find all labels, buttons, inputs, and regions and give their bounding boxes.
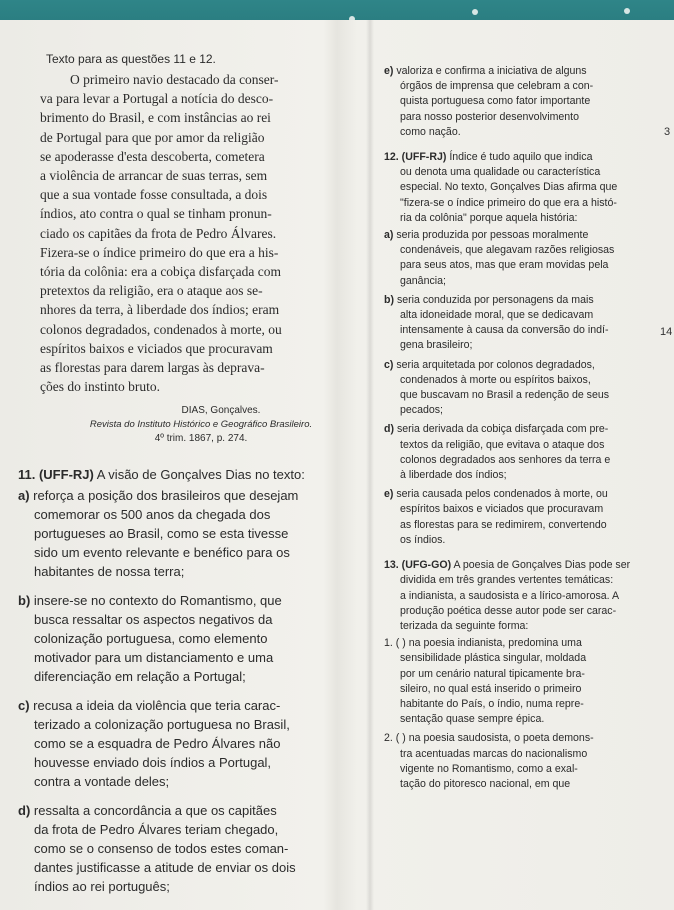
item-text: na poesia saudosista, o poeta demons- — [405, 732, 594, 745]
q12-option-b[interactable] — [384, 293, 660, 354]
option-text: sido um evento relevante e benéfico para os — [34, 545, 290, 560]
option-text: os índios. — [400, 533, 446, 546]
q11-option-d[interactable] — [18, 801, 362, 896]
passage-line: espíritos baixos e viciados que procuravam — [40, 340, 273, 356]
option-text: recusa a ideia da violência que teria carac- — [29, 698, 281, 713]
option-letter: c) — [18, 698, 30, 713]
option-text: textos da religião, que evitava o ataque dos — [400, 438, 605, 451]
passage-line: va para levar a Portugal a notícia do desco- — [40, 91, 274, 107]
question-12 — [384, 150, 660, 548]
option-letter: e) — [384, 65, 394, 77]
q11-stem — [18, 465, 362, 484]
option-text: valoriza e confirma a iniciativa de alguns — [393, 65, 587, 77]
option-text: quista portuguesa como fator importante — [400, 95, 591, 108]
q13-item-1[interactable] — [384, 636, 660, 727]
passage-line: tória da colônia: era a cobiça disfarçada com — [40, 264, 281, 280]
option-text: à liberdade dos índios; — [400, 469, 507, 482]
option-text: busca ressaltar os aspectos negativos da — [34, 612, 273, 627]
q13-item-2[interactable] — [384, 731, 660, 792]
q11-option-a[interactable] — [18, 486, 362, 581]
item-text: habitante do País, o índio, numa repre- — [400, 697, 584, 710]
option-text: que buscavam no Brasil a redenção de seus — [400, 389, 610, 402]
q12-option-a[interactable] — [384, 228, 660, 289]
item-text: sentação quase sempre épica. — [400, 713, 545, 726]
option-text: motivador para um distanciamento e uma — [34, 650, 274, 665]
option-letter: e) — [384, 488, 394, 501]
question-11 — [18, 465, 362, 896]
passage-line: nhores da terra, à liberdade dos índios; eram — [40, 302, 280, 318]
book-page — [0, 20, 674, 910]
option-text: terizado a colonização portuguesa no Brasil, — [34, 717, 290, 732]
option-text: seria conduzida por personagens da mais — [394, 293, 594, 306]
option-text: insere-se no contexto do Romantismo, que — [30, 593, 282, 608]
option-text: ressalta a concordância a que os capitães — [30, 803, 277, 818]
left-column — [46, 50, 362, 69]
passage-line: a violência de arrancar de suas terras, sem — [40, 168, 268, 184]
q13-stem-text: A poesia de Gonçalves Dias pode ser — [451, 559, 631, 572]
option-text: portugueses ao Brasil, como se esta tivesse — [34, 526, 289, 541]
edge-mark: 3 — [664, 126, 671, 138]
option-text: seria produzida por pessoas moralmente — [393, 229, 589, 242]
passage-line: ções do instinto bruto. — [40, 379, 160, 395]
decor-dot — [624, 8, 630, 14]
q11-option-e[interactable] — [384, 64, 660, 140]
passage-line: colonos degradados, condenados à morte, ou — [40, 321, 282, 337]
option-text: seria derivada da cobiça disfarçada com pre- — [394, 423, 609, 436]
option-text: colonos degradados aos senhores da terra e — [400, 453, 611, 466]
item-text: por um cenário natural tipicamente bra- — [400, 667, 585, 680]
passage-line: pretextos da religião, era o ataque aos se- — [40, 283, 263, 299]
option-text: houvesse enviado dois índios a Portugal, — [34, 755, 272, 770]
option-text: gena brasileiro; — [400, 339, 473, 352]
option-letter: b) — [18, 593, 31, 608]
q11-head: 11. (UFF-RJ) — [18, 467, 94, 482]
passage — [40, 70, 362, 446]
option-text: colonização portuguesa, como elemento — [34, 631, 268, 646]
passage-line: que a sua vontade fosse consultada, a dois — [40, 187, 268, 203]
option-text: condenados à morte ou espíritos baixos, — [400, 373, 591, 386]
option-text: intensamente à causa da conversão do indí- — [400, 324, 609, 337]
q13-head: 13. (UFG-GO) — [384, 559, 452, 572]
item-text: sileiro, no qual está inserido o primeiro — [400, 682, 582, 695]
q13-stem-text: produção poética desse autor pode ser carac- — [400, 604, 617, 617]
option-text: dantes justificasse a atitude de enviar os dois — [34, 860, 296, 875]
option-text: espíritos baixos e viciados que procuravam — [400, 503, 604, 516]
passage-source — [40, 404, 362, 446]
page-gutter — [366, 20, 374, 910]
q12-stem-text: "fizera-se o índice primeiro do que era a histó- — [400, 196, 617, 209]
q12-stem-text: especial. No texto, Gonçalves Dias afirma que — [400, 181, 618, 194]
option-text: diferenciação em relação a Portugal; — [34, 669, 246, 684]
item-text: tação do pitoresco nacional, em que — [400, 777, 571, 790]
passage-line: ciado os capitães da frota de Pedro Álvares. — [40, 225, 277, 241]
option-text: órgãos de imprensa que celebram a con- — [400, 80, 594, 93]
source-date: 4º trim. 1867, p. 274. — [154, 433, 248, 445]
passage-line: de Portugal para que por amor da religião — [40, 129, 265, 145]
q12-option-e[interactable] — [384, 487, 660, 548]
q12-head: 12. (UFF-RJ) — [384, 151, 447, 164]
option-text: como se o consenso de todos estes coman- — [34, 841, 289, 856]
passage-line: índios, ato contra o qual se tinham pronun- — [40, 206, 272, 222]
passage-line: brimento do Brasil, e com instâncias ao rei — [40, 110, 271, 126]
item-number-checkbox[interactable]: 1. ( ) — [384, 637, 406, 650]
option-text: ganância; — [400, 274, 446, 287]
option-text: as florestas para se redimirem, convertendo — [400, 518, 607, 531]
option-letter: d) — [18, 803, 31, 818]
option-text: seria arquitetada por colonos degradados, — [393, 358, 595, 371]
option-text: pecados; — [400, 404, 443, 417]
item-text: sensibilidade plástica singular, moldada — [400, 652, 587, 665]
passage-line: Fizera-se o índice primeiro do que era a his- — [40, 244, 279, 260]
option-text: habitantes de nossa terra; — [34, 564, 185, 579]
option-text: alta idoneidade moral, que se dedicavam — [400, 309, 594, 322]
option-text: contra a vontade deles; — [34, 774, 170, 789]
item-text: na poesia indianista, predomina uma — [405, 637, 582, 650]
q12-stem-text: Índice é tudo aquilo que indica — [446, 151, 593, 164]
item-number-checkbox[interactable]: 2. ( ) — [384, 732, 406, 745]
source-author: DIAS, Gonçalves. — [181, 405, 261, 417]
passage-line: as florestas para darem largas às deprava- — [40, 360, 265, 376]
right-column — [384, 64, 660, 792]
q12-option-d[interactable] — [384, 422, 660, 483]
q11-option-b[interactable] — [18, 591, 362, 686]
q11-stem-text: A visão de Gonçalves Dias no texto: — [93, 467, 305, 482]
option-text: reforça a posição dos brasileiros que desejam — [29, 488, 299, 503]
edge-mark: 14 — [660, 326, 673, 338]
option-letter: b) — [384, 293, 394, 306]
q12-stem-text: ou denota uma qualidade ou característica — [400, 166, 601, 179]
q13-stem-text: terizada da seguinte forma: — [400, 619, 529, 632]
source-journal: Revista do Instituto Histórico e Geográfico Brasileiro. — [89, 419, 313, 431]
option-text: para seus atos, mas que eram movidas pela — [400, 259, 609, 272]
item-text: tra acentuadas marcas do nacionalismo — [400, 747, 588, 760]
q12-stem-text: ria da colônia" porque aquela história: — [400, 211, 578, 224]
section-intro: Texto para as questões 11 e 12. — [46, 52, 216, 66]
item-text: vigente no Romantismo, como a exal- — [400, 762, 578, 775]
option-letter: a) — [18, 488, 30, 503]
q13-stem-text: a indianista, a saudosista e a lírico-amorosa. A — [400, 589, 620, 602]
passage-line: O primeiro navio destacado da conser- — [70, 72, 279, 87]
option-text: índios ao rei português; — [34, 879, 170, 894]
option-text: como se a esquadra de Pedro Álvares não — [34, 736, 281, 751]
option-text: comemorar os 500 anos da chegada dos — [34, 507, 271, 522]
question-13 — [384, 558, 660, 792]
q11-option-c[interactable] — [18, 696, 362, 791]
q13-stem-text: dividida em três grandes vertentes temáticas: — [400, 574, 614, 587]
option-text: da frota de Pedro Álvares teriam chegado, — [34, 822, 279, 837]
option-text: condenáveis, que alegavam razões religiosas — [400, 244, 615, 257]
option-text: seria causada pelos condenados à morte, ou — [393, 488, 608, 501]
option-letter: a) — [384, 229, 394, 242]
option-text: para nosso posterior desenvolvimento — [400, 110, 580, 123]
option-letter: d) — [384, 423, 394, 436]
option-letter: c) — [384, 358, 394, 371]
option-text: como nação. — [400, 125, 461, 138]
decor-dot — [472, 9, 478, 15]
passage-line: se apoderasse d'esta descoberta, cometera — [40, 148, 265, 164]
q12-option-c[interactable] — [384, 358, 660, 419]
